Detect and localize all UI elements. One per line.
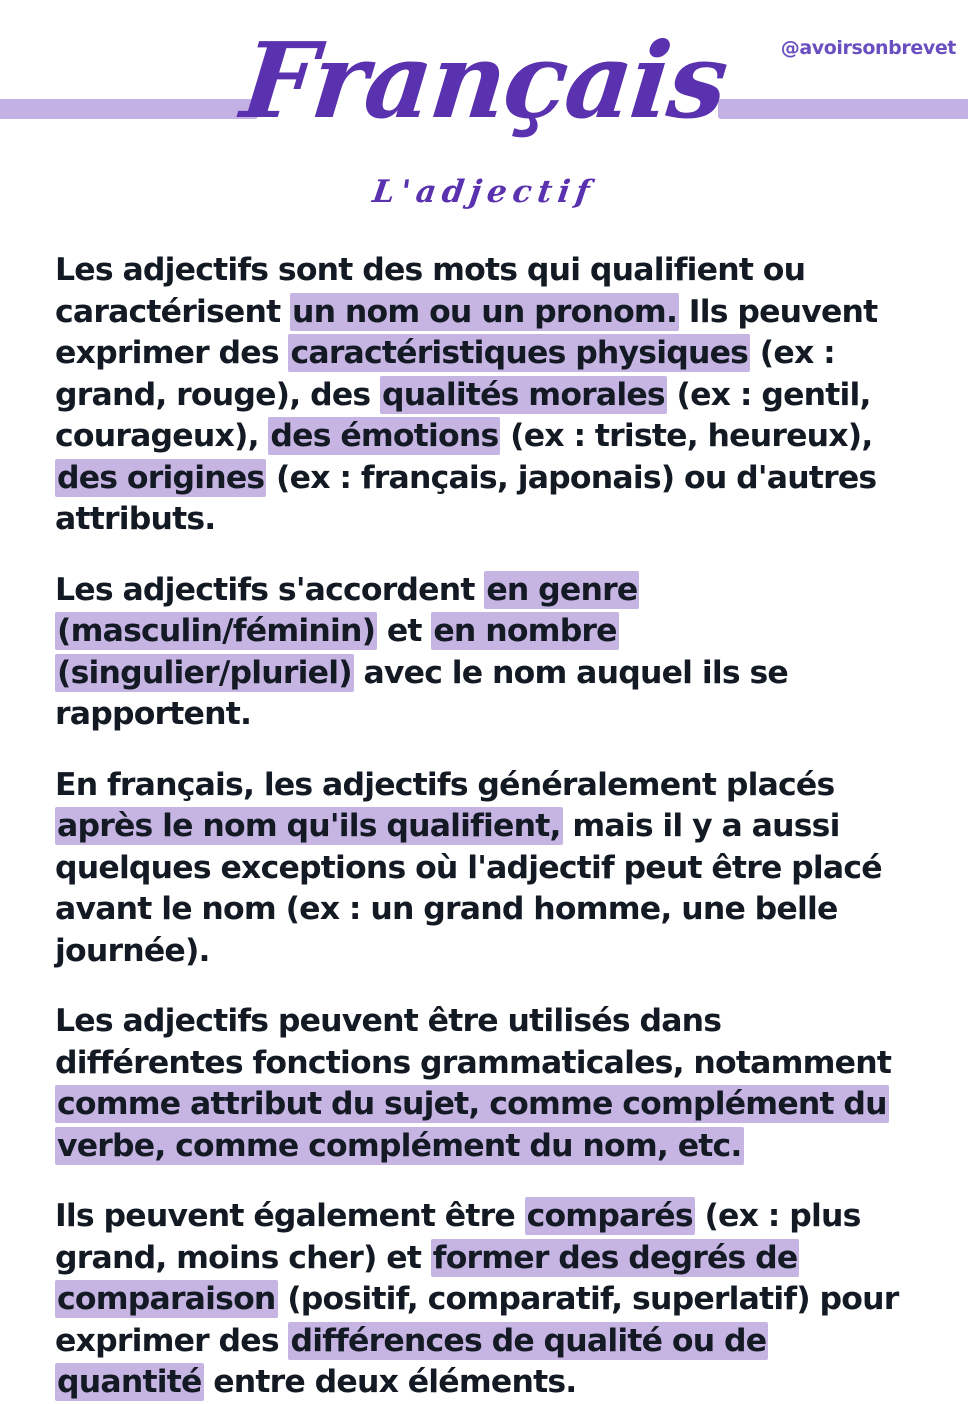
body-text: entre deux éléments. — [203, 1364, 577, 1400]
account-handle: @avoirsonbrevet — [780, 37, 956, 59]
page-header — [0, 0, 968, 232]
body-text: (ex : français, japonais) ou d'autres attributs. — [55, 459, 877, 537]
highlighted-text: en genre (masculin/féminin) — [57, 571, 638, 649]
body-text: Ils peuvent exprimer des — [55, 293, 878, 371]
paragraph-p4 — [55, 1001, 917, 1167]
paragraph-p1 — [55, 250, 917, 541]
highlighted-text: différences de qualité ou de quantité — [57, 1322, 767, 1400]
page-subtitle: L'adjectif — [370, 174, 598, 210]
body-text: Les adjectifs s'accordent — [55, 571, 485, 608]
body-text: Les adjectifs sont des mots qui qualifient ou caractérisent — [55, 252, 806, 330]
lesson-body — [55, 250, 917, 1404]
highlighted-text: caractéristiques physiques — [290, 335, 749, 371]
body-text: (ex : gentil, courageux), — [55, 376, 871, 454]
highlighted-text: qualités morales — [382, 376, 665, 413]
highlighted-text: comparés — [526, 1198, 693, 1234]
body-text: (ex : triste, heureux), — [500, 418, 873, 454]
body-text: En français, les adjectifs généralement placés — [55, 766, 835, 803]
body-text: (ex : plus grand, moins cher) et — [55, 1198, 861, 1276]
highlighted-text: des émotions — [270, 418, 499, 454]
body-text: (ex : grand, rouge), des — [55, 335, 835, 413]
highlighted-text: comme attribut du sujet, comme complément du verbe, comme complément du nom, etc. — [57, 1086, 887, 1164]
highlighted-text: après le nom qu'ils qualifient, — [57, 808, 561, 844]
body-text: et — [377, 613, 432, 649]
highlighted-text: en nombre (singulier/pluriel) — [57, 613, 617, 691]
body-text: (positif, comparatif, superlatif) pour exprimer des — [55, 1281, 899, 1359]
body-text: mais il y a aussi quelques exceptions où l'adjectif peut être placé avant le nom (ex : un grand homme, une belle journée). — [55, 808, 882, 969]
highlighted-text: des origines — [57, 459, 265, 496]
paragraph-p3 — [55, 765, 917, 973]
highlighted-text: former des degrés de comparaison — [57, 1239, 798, 1317]
body-text: Ils peuvent également être — [55, 1198, 525, 1234]
highlighted-text: un nom ou un pronom. — [292, 293, 678, 330]
body-text: avec le nom auquel ils se rapportent. — [55, 654, 788, 732]
paragraph-p5 — [55, 1196, 917, 1404]
paragraph-p2 — [55, 570, 917, 736]
body-text: Les adjectifs peuvent être utilisés dans différentes fonctions grammaticales, notamment — [55, 1003, 892, 1081]
page-title: Français — [236, 19, 732, 142]
